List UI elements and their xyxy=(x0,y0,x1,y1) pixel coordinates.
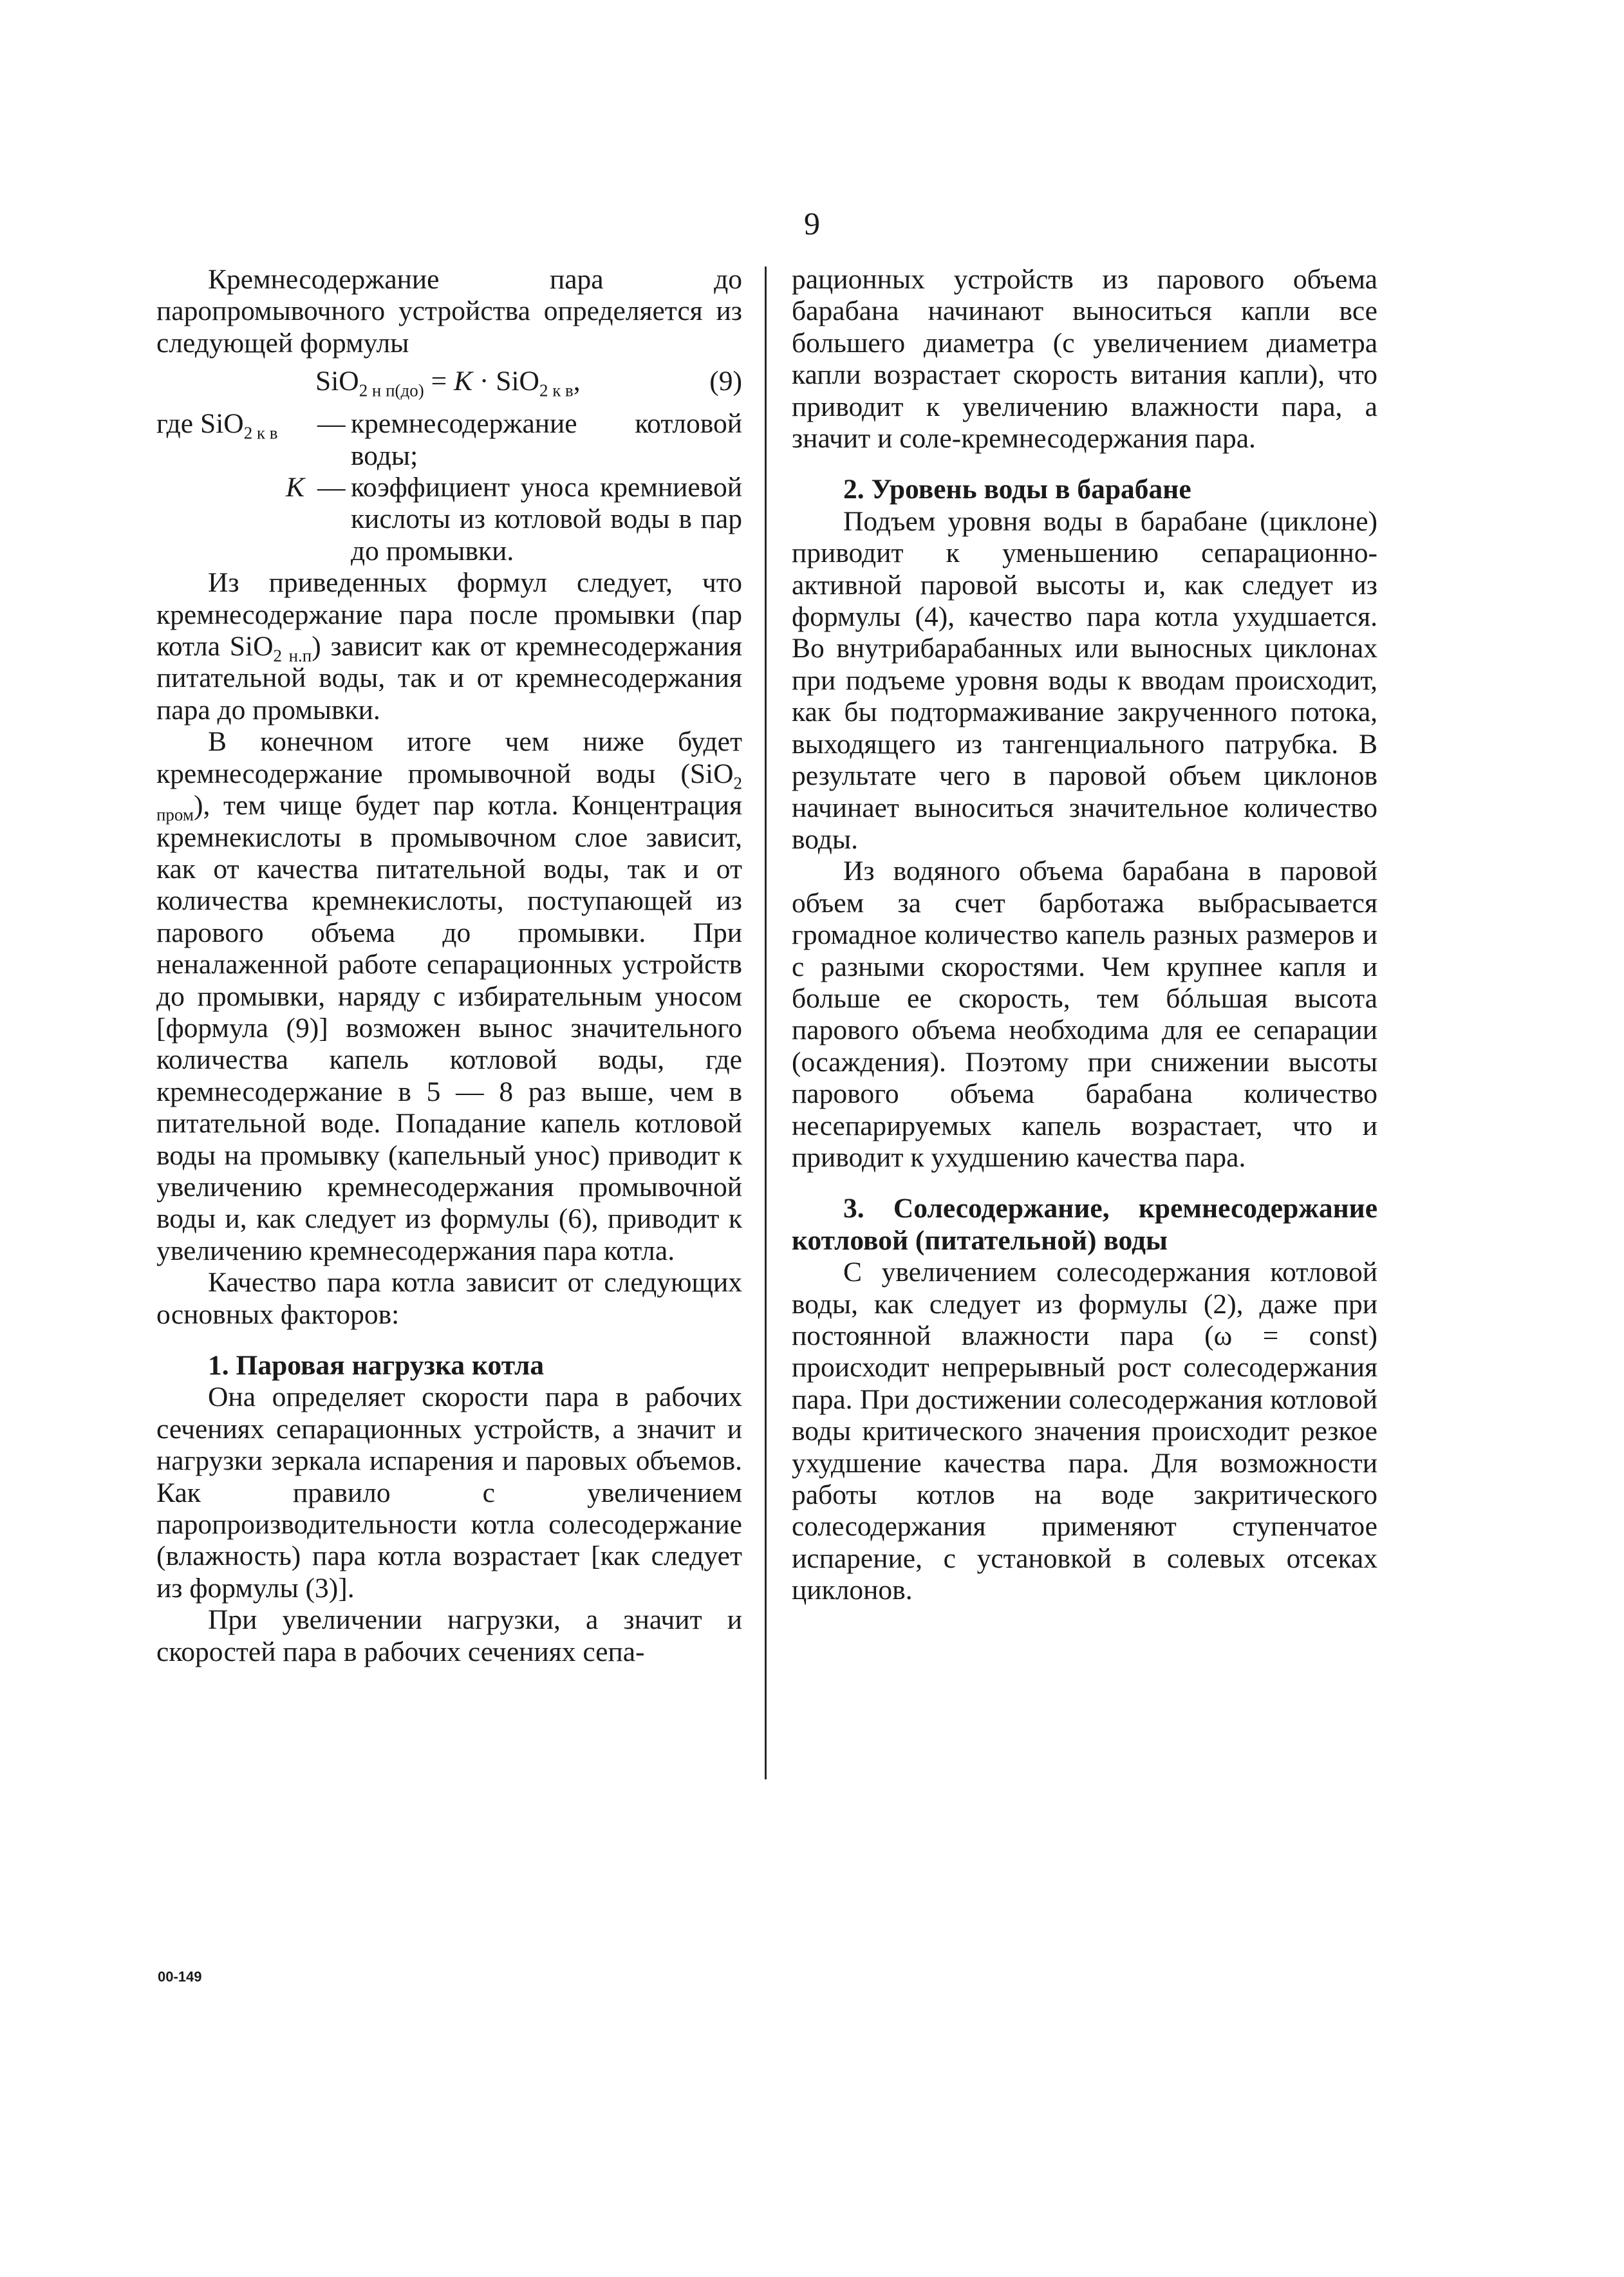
right-column xyxy=(792,264,1377,1607)
paragraph-wash-water: В конечном итоге чем ниже будет кремнесодержание промывочной воды (SiO$_{2 пром}$), тем чище будет пар котла. Концентрация кремнекислоты в промывочном слое зависит, как от качества питательной воды, так и от количества кремнекислоты, поступающей из парового объема до промывки. При неналаженной работе сепарационных устройств до промывки, наряду с избирательным уносом [формула (9)] возможен вынос значительного количества капель котловой воды, где кремнесодержание в 5 — 8 раз выше, чем в питательной воде. Попадание капель котловой воды на промывку (капельный унос) приводит к увеличению кремнесодержания промывочной воды и, как следует из формулы (6), приводит к увеличению кремнесодержания пара котла. xyxy=(156,726,742,1266)
paragraph-continuation: рационных устройств из парового объема барабана начинают выноситься капли все большего диаметра (с увеличением диаметра капли возрастает скорость витания капли), что приводит к увеличению влажности пара, а значит и соле-кремнесодержания пара. xyxy=(792,264,1377,454)
definition-text: кремнесодержание котловой воды; xyxy=(351,408,742,471)
column-divider xyxy=(765,267,767,1779)
formula-number: (9) xyxy=(709,366,742,397)
paragraph-intro: Кремнесодержание пара до паропромывочного устройства определяется из следующей формулы xyxy=(156,264,742,359)
paragraph-steam-load: Она определяет скорости пара в рабочих сечениях сепарационных устройств, а значит и нагрузки зеркала испарения и паровых объемов. Как правило с увеличением паропроизводительности котла солесодержание (влажность) пара котла возрастает [как следует из формулы (3)]. xyxy=(156,1382,742,1604)
paragraph-salt-content: С увеличением солесодержания котловой воды, как следует из формулы (2), даже при постоянной влажности пара (ω = const) происходит непрерывный рост солесодержания пара. При достижении солесодержания котловой воды критического значения происходит резкое ухудшение качества пара. Для возможности работы котлов на воде закритического солесодержания применяют ступенчатое испарение, с установкой в солевых отсеках циклонов. xyxy=(792,1257,1377,1606)
paragraph-bubbling: Из водяного объема барабана в паровой объем за счет барботажа выбрасывается громадное количество капель разных размеров и с разными скоростями. Чем крупнее капля и больше ее скорость, тем бóльшая высота парового объема необходима для ее сепарации (осаждения). Поэтому при снижении высоты парового объема барабана количество несепарируемых капель возрастает, что и приводит к ухудшению качества пара. xyxy=(792,856,1377,1173)
left-column xyxy=(156,264,742,1668)
formula-expression: SiO$_{2 н п(до)}$ = K · SiO$_{2 к в}$, xyxy=(315,366,581,400)
definition-sio2-kv xyxy=(156,408,742,472)
paragraph-formulas-follow: Из приведенных формул следует, что кремнесодержание пара после промывки (пар котла SiO$_{2 н.п}$) зависит как от кремнесодержания питательной воды, так и от кремнесодержания пара до промывки. xyxy=(156,567,743,726)
footer-code: 00-149 xyxy=(158,1969,202,1985)
definition-term: где SiO$_{2 к в}$ xyxy=(156,408,278,443)
page-number: 9 xyxy=(804,205,820,241)
heading-steam-load: 1. Паровая нагрузка котла xyxy=(208,1350,545,1381)
heading-water-level: 2. Уровень воды в барабане xyxy=(843,474,1191,505)
heading-salt-content: 3. Солесодержание, кремнесодержание котловой (питательной) воды xyxy=(792,1193,1377,1256)
formula-9 xyxy=(156,366,742,404)
paragraph-load-increase: При увеличении нагрузки, а значит и скоростей пара в рабочих сечениях сепа- xyxy=(156,1604,742,1667)
definition-dash: — xyxy=(317,472,346,503)
definition-term: K xyxy=(285,472,304,503)
definition-dash: — xyxy=(317,408,346,440)
paragraph-water-level: Подъем уровня воды в барабане (циклоне) приводит к уменьшению сепарационно-активной паровой высоты и, как следует из формулы (4), качество пара котла ухудшается. Во внутрибарабанных или выносных циклонах при подъеме уровня воды к вводам происходит, как бы подтормаживание закрученного потока, выходящего из тангенциального патрубка. В результате чего в паровой объем циклонов начинает выноситься значительное количество воды. xyxy=(792,505,1377,855)
definition-text: коэффициент уноса кремниевой кислоты из котловой воды в пар до промывки. xyxy=(351,472,742,567)
paragraph-factors: Качество пара котла зависит от следующих основных факторов: xyxy=(156,1267,742,1330)
definition-k xyxy=(156,472,742,567)
